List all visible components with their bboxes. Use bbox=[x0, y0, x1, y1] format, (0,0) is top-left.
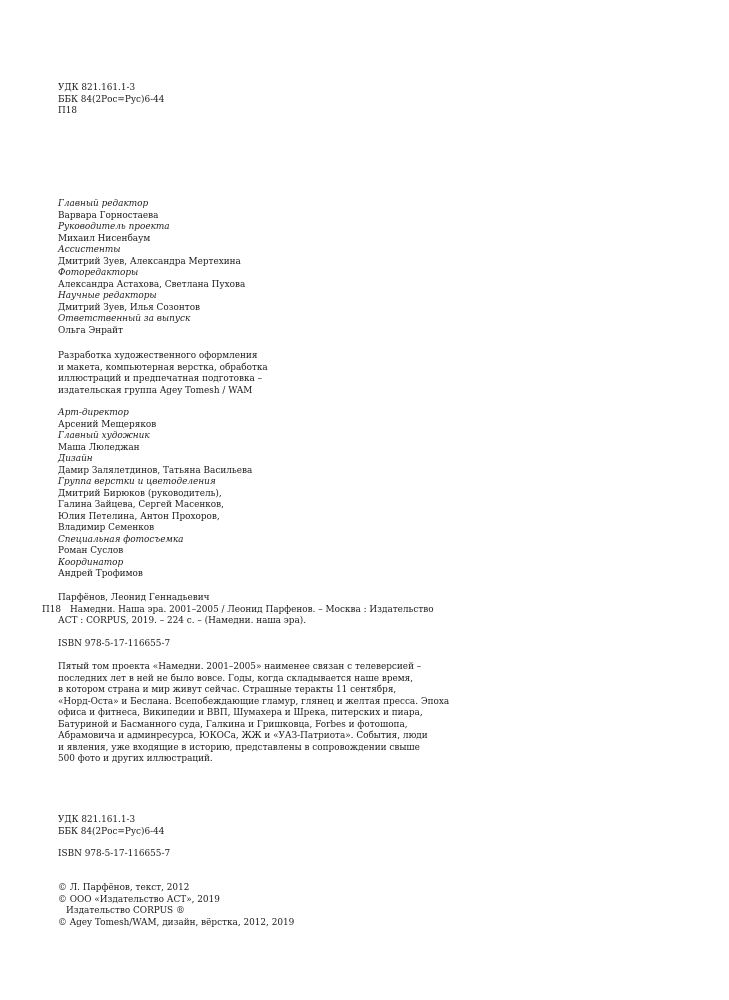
design-credit-line: и макета, компьютерная верстка, обработка bbox=[58, 362, 268, 373]
bbk-code: ББК 84(2Рос=Рус)6-44 bbox=[58, 94, 165, 105]
credit-names: Владимир Семенков bbox=[58, 523, 155, 533]
copyright-line: © Agey Tomesh/WAM, дизайн, вёрстка, 2012, 2019 bbox=[58, 917, 295, 928]
credit-role: Ответственный за выпуск bbox=[58, 314, 191, 324]
credit-names: Андрей Трофимов bbox=[58, 569, 143, 579]
credit-names: Маша Люледжан bbox=[58, 442, 140, 453]
bibliographic-record bbox=[42, 593, 698, 650]
annotation-line: Пятый том проекта «Намедни. 2001–2005» наименее связан с телеверсией – bbox=[58, 662, 422, 672]
annotation bbox=[58, 662, 698, 766]
credit-role: Научные редакторы bbox=[58, 291, 157, 301]
annotation-line: и явления, уже входящие в историю, представлены в сопровождении свыше bbox=[58, 742, 420, 753]
annotation-line: 500 фото и других иллюстраций. bbox=[58, 754, 213, 764]
credit-names: Галина Зайцева, Сергей Масенков, bbox=[58, 500, 224, 510]
credit-role: Главный редактор bbox=[58, 199, 149, 209]
credit-role: Специальная фотосъемка bbox=[58, 534, 184, 545]
credit-names: Арсений Мещеряков bbox=[58, 419, 157, 430]
author-sign-code: П18 bbox=[58, 106, 78, 116]
credit-names: Варвара Горностаева bbox=[58, 210, 159, 221]
bib-isbn: ISBN 978-5-17-116655-7 bbox=[58, 638, 171, 649]
credit-names: Юлия Петелина, Антон Прохоров, bbox=[58, 511, 220, 522]
annotation-line: в котором страна и мир живут сейчас. Страшные теракты 11 сентября, bbox=[58, 685, 397, 695]
annotation-line: последних лет в ней не было вовсе. Годы, когда складывается наше время, bbox=[58, 673, 414, 684]
annotation-line: Абрамовича и админресурса, ЮКОСа, ЖЖ и «УАЗ-Патриота». События, люди bbox=[58, 731, 428, 741]
credit-names: Дмитрий Зуев, Александра Мертехина bbox=[58, 256, 241, 267]
credit-names: Александра Астахова, Светлана Пухова bbox=[58, 279, 246, 290]
bib-author: Парфёнов, Леонид Геннадьевич bbox=[58, 593, 210, 603]
credit-role: Арт-директор bbox=[58, 408, 129, 418]
bib-code: П18 bbox=[42, 604, 62, 615]
copyright-line: © Л. Парфёнов, текст, 2012 bbox=[58, 883, 190, 893]
classification-bottom bbox=[58, 815, 698, 861]
udk-code: УДК 821.161.1-3 bbox=[58, 83, 136, 93]
design-credit bbox=[58, 351, 698, 397]
annotation-line: Батуриной и Басманного суда, Галкина и Гришковца, Forbes и фотошопа, bbox=[58, 719, 408, 730]
annotation-line: офиса и фитнеса, Википедии и ВВП, Шумахера и Шрека, питерских и пиара, bbox=[58, 708, 423, 718]
credits-group-2 bbox=[58, 408, 698, 581]
isbn: ISBN 978-5-17-116655-7 bbox=[58, 849, 171, 859]
design-credit-line: издательская группа Agey Tomesh / WAM bbox=[58, 385, 253, 396]
credit-names: Михаил Нисенбаум bbox=[58, 233, 151, 244]
design-credit-line: Разработка художественного оформления bbox=[58, 351, 258, 361]
design-credit-line: иллюстраций и предпечатная подготовка – bbox=[58, 374, 263, 384]
bib-line bbox=[42, 604, 698, 617]
credit-role: Руководитель проекта bbox=[58, 222, 170, 232]
credit-names: Дмитрий Бирюков (руководитель), bbox=[58, 488, 222, 499]
bib-line-text: Намедни. Наша эра. 2001–2005 / Леонид Парфенов. – Москва : Издательство bbox=[70, 604, 434, 615]
credit-role: Дизайн bbox=[58, 454, 93, 464]
annotation-line: «Норд-Оста» и Беслана. Всепобеждающие гламур, глянец и желтая пресса. Эпоха bbox=[58, 696, 450, 707]
bbk-code: ББК 84(2Рос=Рус)6-44 bbox=[58, 826, 165, 837]
copyright-block bbox=[58, 883, 698, 929]
credit-role: Группа верстки и цветоделения bbox=[58, 477, 216, 487]
classification-top bbox=[58, 83, 698, 118]
copyright-line: Издательство CORPUS ® bbox=[66, 906, 185, 916]
credit-role: Главный художник bbox=[58, 431, 150, 441]
credits-group-1 bbox=[58, 199, 698, 337]
credit-names: Дмитрий Зуев, Илья Созонтов bbox=[58, 302, 201, 313]
bib-line-2: АСТ : CORPUS, 2019. – 224 с. – (Намедни. наша эра). bbox=[58, 616, 307, 626]
credit-role: Координатор bbox=[58, 557, 124, 568]
credit-role: Фоторедакторы bbox=[58, 268, 139, 278]
copyright-line: © ООО «Издательство АСТ», 2019 bbox=[58, 894, 220, 905]
udk-code: УДК 821.161.1-3 bbox=[58, 815, 136, 825]
credit-names: Дамир Залялетдинов, Татьяна Васильева bbox=[58, 465, 253, 476]
credit-names: Роман Суслов bbox=[58, 546, 124, 556]
credit-role: Ассистенты bbox=[58, 245, 121, 255]
credit-names: Ольга Энрайт bbox=[58, 325, 124, 336]
